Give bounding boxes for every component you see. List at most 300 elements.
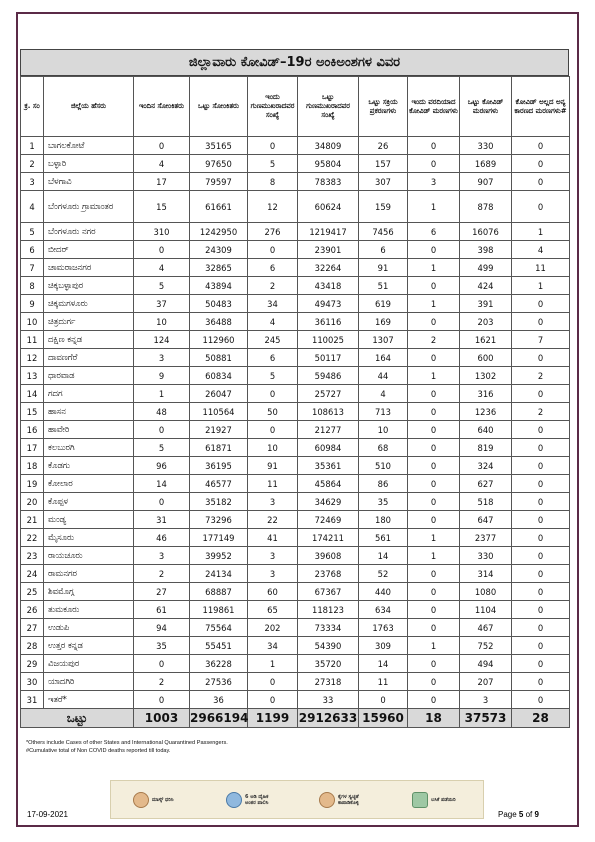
district-name: ಶಿವಮೊಗ್ಗ: [44, 583, 134, 601]
table-cell: 75564: [190, 619, 248, 637]
table-cell: 96: [134, 457, 190, 475]
table-cell: 10: [359, 421, 408, 439]
row-serial: 11: [21, 331, 44, 349]
table-cell: 35182: [190, 493, 248, 511]
table-cell: 110564: [190, 403, 248, 421]
table-cell: 7: [512, 331, 570, 349]
table-row: [21, 173, 570, 191]
table-cell: 324: [460, 457, 512, 475]
report-date: 17-09-2021: [27, 810, 68, 819]
column-header: ಒಟ್ಟು ಕೋವಿಡ್ ಮರಣಗಳು: [460, 77, 512, 137]
table-cell: 22: [248, 511, 298, 529]
table-cell: 819: [460, 439, 512, 457]
table-cell: 51: [359, 277, 408, 295]
district-name: ಹಾವೇರಿ: [44, 421, 134, 439]
table-cell: 0: [408, 403, 460, 421]
table-row: [21, 367, 570, 385]
table-cell: 46577: [190, 475, 248, 493]
table-cell: 174211: [298, 529, 359, 547]
handwash-icon: [319, 792, 335, 808]
table-cell: 1621: [460, 331, 512, 349]
table-cell: 12: [248, 191, 298, 223]
row-serial: 7: [21, 259, 44, 277]
table-row: [21, 655, 570, 673]
table-cell: 60624: [298, 191, 359, 223]
table-cell: 647: [460, 511, 512, 529]
column-header: ಇಂದು ವರದಿಯಾದ ಕೋವಿಡ್ ಮರಣಗಳು: [408, 77, 460, 137]
table-cell: 10: [248, 439, 298, 457]
table-cell: 440: [359, 583, 408, 601]
table-cell: 0: [512, 173, 570, 191]
total-cell: 2912633: [298, 709, 359, 728]
table-cell: 499: [460, 259, 512, 277]
table-cell: 0: [512, 511, 570, 529]
table-cell: 49473: [298, 295, 359, 313]
table-cell: 180: [359, 511, 408, 529]
page-prefix: Page: [498, 810, 519, 819]
table-cell: 27536: [190, 673, 248, 691]
table-row: [21, 439, 570, 457]
table-row: [21, 475, 570, 493]
table-cell: 0: [248, 385, 298, 403]
row-serial: 25: [21, 583, 44, 601]
page-of: of: [523, 810, 535, 819]
table-cell: 1: [408, 295, 460, 313]
table-cell: 23901: [298, 241, 359, 259]
district-name: ಚಾಮರಾಜನಗರ: [44, 259, 134, 277]
table-cell: 0: [408, 313, 460, 331]
table-cell: 86: [359, 475, 408, 493]
table-cell: 94: [134, 619, 190, 637]
district-name: ದಕ್ಷಿಣ ಕನ್ನಡ: [44, 331, 134, 349]
table-cell: 43418: [298, 277, 359, 295]
district-name: ಹಾಸನ: [44, 403, 134, 421]
table-row: [21, 295, 570, 313]
table-cell: 1104: [460, 601, 512, 619]
table-cell: 33: [298, 691, 359, 709]
table-row: [21, 331, 570, 349]
banner-label: 6 ಅಡಿ ದೈಹಿಕ ಅಂತರ ಪಾಲಿಸಿ: [245, 793, 269, 806]
table-cell: 0: [512, 691, 570, 709]
table-cell: 32865: [190, 259, 248, 277]
table-cell: 307: [359, 173, 408, 191]
table-cell: 118123: [298, 601, 359, 619]
table-cell: 67367: [298, 583, 359, 601]
table-cell: 0: [408, 277, 460, 295]
footnote-others: *Others include Cases of other States and International Quarantined Passengers.: [26, 740, 228, 746]
table-row: [21, 673, 570, 691]
table-cell: 169: [359, 313, 408, 331]
table-cell: 0: [408, 583, 460, 601]
page-current: 5: [518, 810, 524, 819]
total-cell: 1199: [248, 709, 298, 728]
district-name: ಗದಗ: [44, 385, 134, 403]
table-cell: 50483: [190, 295, 248, 313]
row-serial: 15: [21, 403, 44, 421]
table-cell: 1: [408, 259, 460, 277]
table-cell: 61871: [190, 439, 248, 457]
banner-item-mask: [133, 792, 182, 808]
table-cell: 0: [134, 421, 190, 439]
table-cell: 95804: [298, 155, 359, 173]
district-name: ವಿಜಯಪುರ: [44, 655, 134, 673]
table-cell: 6: [359, 241, 408, 259]
row-serial: 8: [21, 277, 44, 295]
table-cell: 25727: [298, 385, 359, 403]
table-cell: 309: [359, 637, 408, 655]
total-cell: 15960: [359, 709, 408, 728]
district-name: ಕೊಡಗು: [44, 457, 134, 475]
table-cell: 52: [359, 565, 408, 583]
table-cell: 907: [460, 173, 512, 191]
table-cell: 2377: [460, 529, 512, 547]
row-serial: 13: [21, 367, 44, 385]
district-name: ಉತ್ತರ ಕನ್ನಡ: [44, 637, 134, 655]
table-cell: 2: [512, 403, 570, 421]
total-row: [21, 709, 570, 728]
table-cell: 1: [408, 547, 460, 565]
table-cell: 0: [408, 155, 460, 173]
table-cell: 1307: [359, 331, 408, 349]
row-serial: 9: [21, 295, 44, 313]
table-row: [21, 691, 570, 709]
table-cell: 207: [460, 673, 512, 691]
table-cell: 14: [134, 475, 190, 493]
table-cell: 3: [460, 691, 512, 709]
table-cell: 0: [408, 349, 460, 367]
footnotes: [26, 739, 228, 755]
mask-icon: [133, 792, 149, 808]
table-cell: 35720: [298, 655, 359, 673]
row-serial: 19: [21, 475, 44, 493]
table-row: [21, 511, 570, 529]
table-cell: 27: [134, 583, 190, 601]
table-cell: 0: [359, 691, 408, 709]
table-cell: 1302: [460, 367, 512, 385]
table-cell: 60834: [190, 367, 248, 385]
column-header: ಒಟ್ಟು ಸೋಂಕಿತರು: [190, 77, 248, 137]
table-cell: 110025: [298, 331, 359, 349]
table-cell: 45864: [298, 475, 359, 493]
table-cell: 1080: [460, 583, 512, 601]
table-cell: 1219417: [298, 223, 359, 241]
district-name: ಧಾರವಾಡ: [44, 367, 134, 385]
table-cell: 108613: [298, 403, 359, 421]
total-cell: 2966194: [190, 709, 248, 728]
table-cell: 17: [134, 173, 190, 191]
table-cell: 0: [512, 439, 570, 457]
table-cell: 2: [512, 367, 570, 385]
page-number: [498, 810, 539, 819]
table-cell: 1242950: [190, 223, 248, 241]
table-cell: 5: [248, 155, 298, 173]
table-cell: 27318: [298, 673, 359, 691]
table-cell: 0: [408, 421, 460, 439]
table-cell: 0: [512, 385, 570, 403]
table-cell: 10: [134, 313, 190, 331]
table-row: [21, 547, 570, 565]
table-cell: 1: [408, 637, 460, 655]
district-name: ಚಿಕ್ಕಮಗಳೂರು: [44, 295, 134, 313]
table-row: [21, 277, 570, 295]
table-cell: 0: [408, 241, 460, 259]
table-cell: 518: [460, 493, 512, 511]
table-cell: 6: [248, 259, 298, 277]
table-cell: 36228: [190, 655, 248, 673]
table-cell: 0: [512, 295, 570, 313]
district-name: ಚಿಕ್ಕಬಳ್ಳಾಪುರ: [44, 277, 134, 295]
table-cell: 21927: [190, 421, 248, 439]
table-cell: 44: [359, 367, 408, 385]
table-cell: 0: [512, 137, 570, 155]
table-row: [21, 601, 570, 619]
table-cell: 24134: [190, 565, 248, 583]
table-cell: 1689: [460, 155, 512, 173]
table-cell: 494: [460, 655, 512, 673]
table-cell: 119861: [190, 601, 248, 619]
table-cell: 35: [359, 493, 408, 511]
table-cell: 35361: [298, 457, 359, 475]
banner-item-handwash: [319, 792, 368, 808]
table-cell: 112960: [190, 331, 248, 349]
table-cell: 2: [248, 277, 298, 295]
table-cell: 72469: [298, 511, 359, 529]
table-cell: 61: [134, 601, 190, 619]
table-cell: 4: [248, 313, 298, 331]
table-row: [21, 191, 570, 223]
table-cell: 0: [408, 475, 460, 493]
table-cell: 0: [512, 155, 570, 173]
table-cell: 1: [512, 223, 570, 241]
table-cell: 3: [248, 565, 298, 583]
row-serial: 23: [21, 547, 44, 565]
column-header: ಇಂದು ಗುಣಮುಖರಾದವರ ಸಂಖ್ಯೆ: [248, 77, 298, 137]
table-cell: 4: [134, 155, 190, 173]
table-body: [21, 137, 570, 728]
table-row: [21, 385, 570, 403]
header-row: [21, 77, 570, 137]
row-serial: 18: [21, 457, 44, 475]
table-cell: 0: [408, 511, 460, 529]
total-label: ಒಟ್ಟು: [21, 709, 134, 728]
table-cell: 39608: [298, 547, 359, 565]
table-cell: 0: [134, 137, 190, 155]
table-cell: 0: [408, 385, 460, 403]
table-cell: 0: [512, 655, 570, 673]
banner-item-vaccine: [412, 792, 461, 808]
table-row: [21, 137, 570, 155]
table-row: [21, 155, 570, 173]
table-row: [21, 493, 570, 511]
table-cell: 5: [134, 277, 190, 295]
table-cell: 0: [408, 493, 460, 511]
district-name: ಉಡುಪಿ: [44, 619, 134, 637]
table-row: [21, 241, 570, 259]
table-cell: 124: [134, 331, 190, 349]
table-cell: 36488: [190, 313, 248, 331]
district-name: ಮಂಡ್ಯ: [44, 511, 134, 529]
district-name: ರಾಮನಗರ: [44, 565, 134, 583]
table-row: [21, 313, 570, 331]
table-cell: 79597: [190, 173, 248, 191]
table-cell: 0: [134, 493, 190, 511]
district-name: ಬೀದರ್: [44, 241, 134, 259]
table-cell: 4: [134, 259, 190, 277]
table-cell: 561: [359, 529, 408, 547]
table-cell: 14: [359, 547, 408, 565]
table-cell: 0: [512, 529, 570, 547]
table-cell: 1: [512, 277, 570, 295]
district-name: ಬೆಳಗಾವಿ: [44, 173, 134, 191]
table-cell: 14: [359, 655, 408, 673]
table-cell: 36116: [298, 313, 359, 331]
table-cell: 245: [248, 331, 298, 349]
table-cell: 3: [248, 493, 298, 511]
table-cell: 330: [460, 137, 512, 155]
table-cell: 1: [134, 385, 190, 403]
district-name: ಇತರೆ*: [44, 691, 134, 709]
table-cell: 0: [408, 691, 460, 709]
table-cell: 48: [134, 403, 190, 421]
table-cell: 0: [248, 137, 298, 155]
table-cell: 0: [248, 691, 298, 709]
row-serial: 17: [21, 439, 44, 457]
table-cell: 6: [248, 349, 298, 367]
row-serial: 24: [21, 565, 44, 583]
table-cell: 8: [248, 173, 298, 191]
banner-label: ಲಸಿಕೆ ಪಡೆಯಿರಿ: [431, 796, 456, 803]
table-cell: 276: [248, 223, 298, 241]
row-serial: 10: [21, 313, 44, 331]
table-cell: 0: [512, 493, 570, 511]
table-cell: 9: [134, 367, 190, 385]
table-cell: 61661: [190, 191, 248, 223]
table-cell: 34809: [298, 137, 359, 155]
district-name: ಬೆಂಗಳೂರು ನಗರ: [44, 223, 134, 241]
district-name: ದಾವಣಗೆರೆ: [44, 349, 134, 367]
table-cell: 97650: [190, 155, 248, 173]
table-cell: 1: [408, 191, 460, 223]
row-serial: 12: [21, 349, 44, 367]
table-cell: 55451: [190, 637, 248, 655]
table-cell: 0: [512, 601, 570, 619]
row-serial: 28: [21, 637, 44, 655]
table-cell: 164: [359, 349, 408, 367]
total-cell: 28: [512, 709, 570, 728]
table-cell: 4: [512, 241, 570, 259]
table-cell: 5: [134, 439, 190, 457]
table-cell: 32264: [298, 259, 359, 277]
row-serial: 30: [21, 673, 44, 691]
table-cell: 316: [460, 385, 512, 403]
page-total: 9: [534, 810, 539, 819]
table-cell: 0: [512, 313, 570, 331]
table-cell: 65: [248, 601, 298, 619]
distance-icon: [226, 792, 242, 808]
table-cell: 0: [512, 637, 570, 655]
table-cell: 78383: [298, 173, 359, 191]
table-cell: 60: [248, 583, 298, 601]
table-cell: 2: [134, 565, 190, 583]
table-cell: 391: [460, 295, 512, 313]
table-cell: 634: [359, 601, 408, 619]
row-serial: 2: [21, 155, 44, 173]
row-serial: 3: [21, 173, 44, 191]
table-cell: 1: [248, 655, 298, 673]
district-name: ಕಲಬುರಗಿ: [44, 439, 134, 457]
table-cell: 68887: [190, 583, 248, 601]
table-cell: 4: [359, 385, 408, 403]
table-cell: 26: [359, 137, 408, 155]
table-cell: 0: [512, 547, 570, 565]
table-cell: 203: [460, 313, 512, 331]
table-cell: 11: [512, 259, 570, 277]
banner-label: ಮಾಸ್ಕ್ ಧರಿಸಿ: [152, 796, 174, 803]
table-cell: 878: [460, 191, 512, 223]
table-cell: 0: [512, 475, 570, 493]
table-cell: 330: [460, 547, 512, 565]
table-cell: 627: [460, 475, 512, 493]
district-name: ಮೈಸೂರು: [44, 529, 134, 547]
table-cell: 0: [512, 673, 570, 691]
district-name: ಬಾಗಲಕೋಟೆ: [44, 137, 134, 155]
table-cell: 3: [408, 173, 460, 191]
table-title: ಜಿಲ್ಲಾವಾರು ಕೋವಿಡ್–19ರ ಅಂಕಿಅಂಶಗಳ ವಿವರ: [20, 49, 569, 76]
district-name: ಕೊಪ್ಪಳ: [44, 493, 134, 511]
table-row: [21, 457, 570, 475]
district-name: ತುಮಕೂರು: [44, 601, 134, 619]
district-name: ಯಾದಗಿರಿ: [44, 673, 134, 691]
table-row: [21, 259, 570, 277]
table-cell: 11: [248, 475, 298, 493]
table-cell: 73334: [298, 619, 359, 637]
table-cell: 16076: [460, 223, 512, 241]
table-cell: 35165: [190, 137, 248, 155]
table-cell: 0: [408, 565, 460, 583]
table-cell: 1763: [359, 619, 408, 637]
table-cell: 24309: [190, 241, 248, 259]
row-serial: 31: [21, 691, 44, 709]
column-header: ಜಿಲ್ಲೆಯ ಹೆಸರು: [44, 77, 134, 137]
column-header: ಇಂದಿನ ಸೋಂಕಿತರು: [134, 77, 190, 137]
covid-stats-table-wrap: [20, 49, 569, 728]
row-serial: 6: [21, 241, 44, 259]
table-cell: 0: [408, 137, 460, 155]
table-cell: 0: [248, 421, 298, 439]
table-cell: 34: [248, 295, 298, 313]
table-cell: 34629: [298, 493, 359, 511]
table-cell: 159: [359, 191, 408, 223]
table-row: [21, 421, 570, 439]
table-cell: 39952: [190, 547, 248, 565]
table-cell: 60984: [298, 439, 359, 457]
table-cell: 1236: [460, 403, 512, 421]
table-cell: 0: [408, 601, 460, 619]
table-cell: 0: [512, 349, 570, 367]
district-name: ಬಳ್ಳಾರಿ: [44, 155, 134, 173]
table-cell: 91: [359, 259, 408, 277]
table-cell: 46: [134, 529, 190, 547]
table-cell: 41: [248, 529, 298, 547]
table-row: [21, 529, 570, 547]
table-cell: 11: [359, 673, 408, 691]
table-cell: 91: [248, 457, 298, 475]
table-cell: 3: [134, 349, 190, 367]
column-header: ಕೋವಿಡ್ ಅಲ್ಲದ ಅನ್ಯ ಕಾರಣದ ಮರಣಗಳು#: [512, 77, 570, 137]
table-row: [21, 565, 570, 583]
vaccine-icon: [412, 792, 428, 808]
table-cell: 50: [248, 403, 298, 421]
